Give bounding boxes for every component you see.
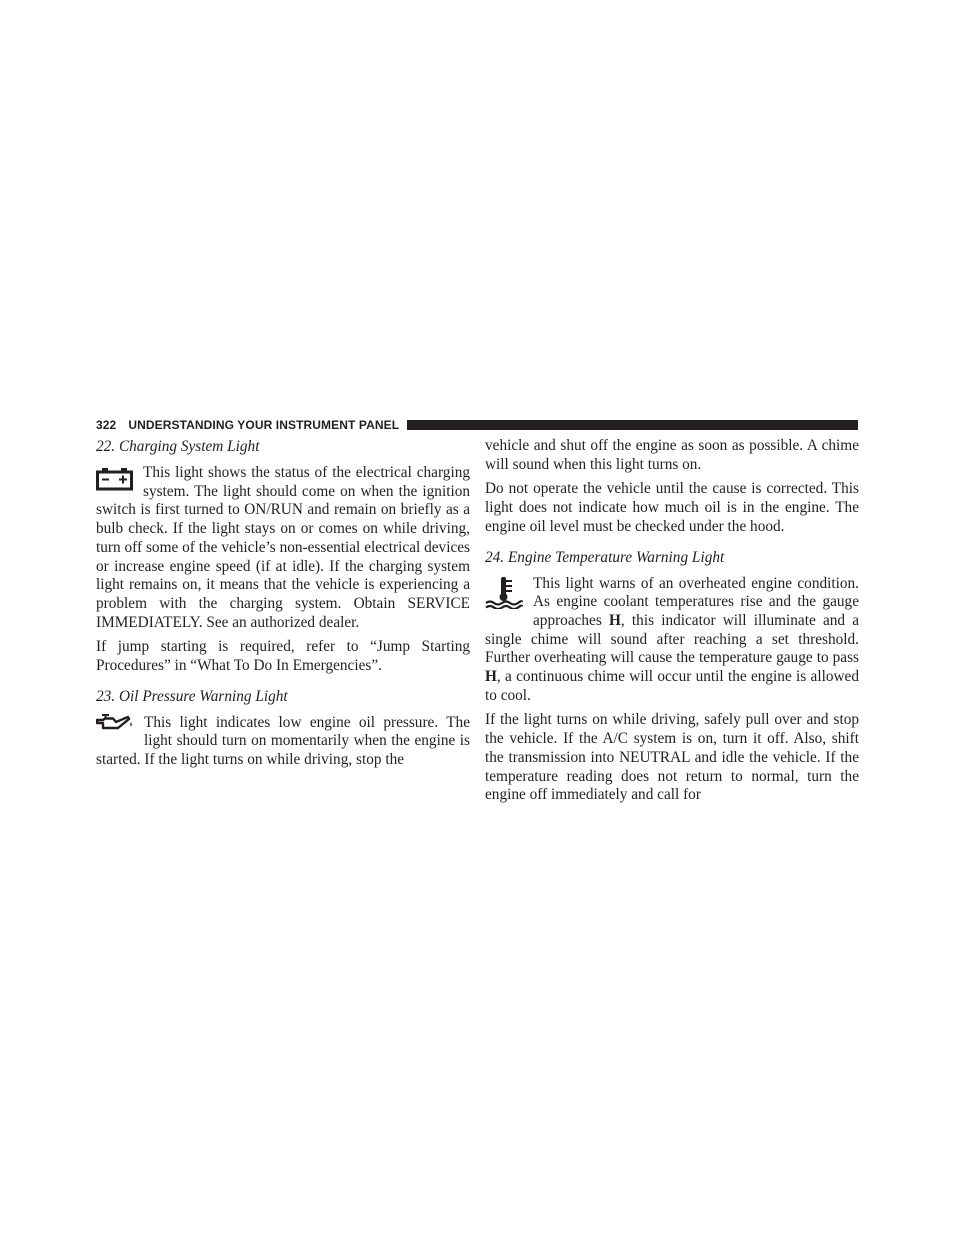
oil-level-paragraph: Do not operate the vehicle until the cause is corrected. This light does not indicate how much oil is in the engine. The engine oil level must be checked under the hood. xyxy=(485,480,859,535)
battery-icon xyxy=(96,468,133,497)
heading-charging-system-light: 22. Charging System Light xyxy=(96,438,260,455)
heading-engine-temperature-warning-light: 24. Engine Temperature Warning Light xyxy=(485,548,725,566)
gauge-h-mark-1: H xyxy=(609,611,621,629)
charging-system-text: This light shows the status of the electrical charging system. The light should come on when the ignition switch is first turned to ON/RUN and remain on briefly as a bulb check. If the light stays on or comes on while driving, turn off some of the vehicle’s non-essential electrical devices or increase engine speed (if at idle). If the charging system light remains on, it means that the vehicle is experiencing a problem with the charging system. Obtain SERVICE IMMEDIATELY. See an authorized dealer. xyxy=(96,464,470,631)
oil-pressure-text: This light indicates low engine oil pressure. The light should turn on momentarily when the engine is started. If the light turns on while driving, stop the xyxy=(96,713,470,769)
pull-over-paragraph: If the light turns on while driving, safely pull over and stop the vehicle. If the A/C system is on, turn it off. Also, shift the transmission into NEUTRAL and idle the vehicle. If the temperature reading does not return to normal, turn the engine off immediately and call for xyxy=(485,711,859,804)
engine-temp-text-a: This light warns of an overheated engine condition. As engine coolant temperatures rise and the gauge approaches xyxy=(533,574,859,629)
page-number: 322 xyxy=(96,418,117,432)
jump-starting-paragraph: If jump starting is required, refer to “Jump Starting Procedures” in “What To Do In Emergencies”. xyxy=(96,638,470,675)
heading-oil-pressure-warning-light: 23. Oil Pressure Warning Light xyxy=(96,687,288,705)
oil-pressure-continuation-text: vehicle and shut off the engine as soon as possible. A chime will sound when this light turns on. xyxy=(485,437,859,473)
charging-system-paragraph xyxy=(96,464,470,632)
header-rule xyxy=(407,420,858,430)
page-header xyxy=(96,416,858,434)
coolant-temperature-icon xyxy=(485,577,523,615)
engine-temp-text-c: , this indicator will illuminate and a single chime will sound after reaching a set threshold. Further overheating will cause the temperature gauge to pass xyxy=(485,611,860,667)
oil-can-icon xyxy=(96,714,134,737)
oil-pressure-paragraph xyxy=(96,714,470,770)
left-column xyxy=(96,437,470,776)
section-title: UNDERSTANDING YOUR INSTRUMENT PANEL xyxy=(128,418,400,432)
oil-pressure-continuation xyxy=(485,437,859,474)
engine-temp-text-e: , a continuous chime will occur until the engine is allowed to cool. xyxy=(485,668,859,704)
right-column-flow xyxy=(485,437,859,811)
gauge-h-mark-2: H xyxy=(485,668,497,686)
engine-temperature-paragraph xyxy=(485,575,859,706)
